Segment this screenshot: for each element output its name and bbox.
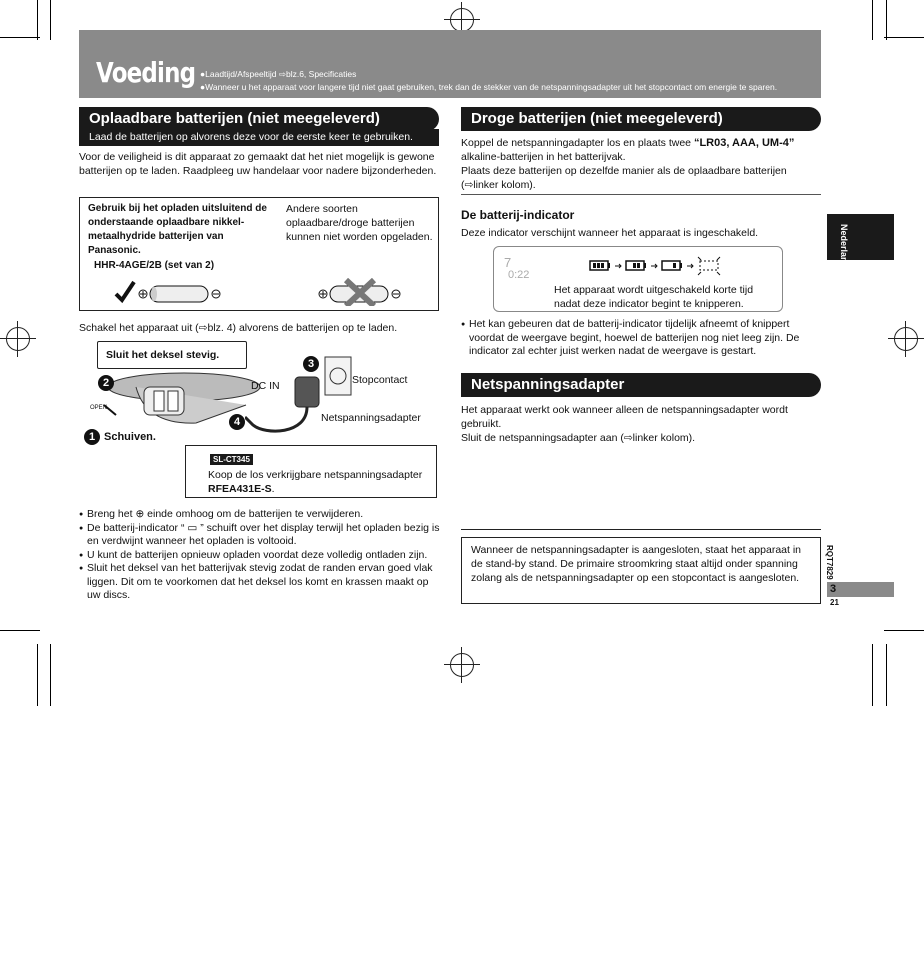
crop-mark	[872, 644, 873, 706]
page-title: Voeding	[96, 56, 196, 89]
bullet-item: ● Het kan gebeuren dat de batterij-indicator tijdelijk afneemt of knippert voordat de weergave begint, hoewel de batterijen nog niet leeg zijn. De indicator zal echter juist werken nadat de weergave is gestart.	[461, 318, 823, 359]
display-time: 0:22	[508, 269, 530, 281]
crop-mark	[872, 0, 873, 40]
section-heading-dry: Droge batterijen (niet meegeleverd)	[461, 107, 821, 131]
indicator-display-box	[493, 246, 783, 312]
registration-mark	[444, 647, 480, 683]
crop-mark	[884, 630, 924, 631]
divider	[461, 194, 821, 195]
adapter-text-b: Sluit de netspanningsadapter aan (⇨linker kolom).	[461, 432, 696, 444]
battery-info-box	[79, 197, 439, 311]
buy-text: Koop de los verkrijgbare netspanningsadapter	[208, 469, 423, 481]
step-3-marker: 3	[303, 356, 319, 372]
crop-mark	[50, 644, 51, 706]
buy-end: .	[271, 483, 275, 495]
document-code: RQT7829	[825, 545, 834, 580]
adapter-plug-diagram	[245, 355, 355, 445]
bullet-item: ● Breng het ⊕ einde omhoog om de batterijen te verwijderen.	[79, 508, 441, 522]
battery-not-allowed-icon	[316, 278, 406, 306]
indicator-bullets	[461, 318, 823, 359]
crop-mark	[886, 0, 887, 40]
bullet-item: ● U kunt de batterijen opnieuw opladen voordat deze volledig ontladen zijn.	[79, 549, 441, 563]
step-1-marker: 1	[84, 429, 100, 445]
section-heading-adapter: Netspanningsadapter	[461, 373, 821, 397]
header-notes: ●Laadtijd/Afspeeltijd ⇨blz.6, Specificaties ●Wanneer u het apparaat voor langere tijd niet gaat gebruiken, trek dan de stekker van de netspanningsadapter uit het stopcontact om energie te sparen.	[200, 69, 778, 92]
crop-mark	[0, 37, 40, 38]
crop-mark	[886, 644, 887, 706]
indicator-text: Deze indicator verschijnt wanneer het apparaat is ingeschakeld.	[461, 227, 759, 239]
bullet-item: ● De batterij-indicator “ ▭ ” schuift over het display terwijl het opladen bezig is en verdwijnt wanneer het opladen is voltooid.	[79, 522, 441, 549]
battery-level-sequence-icon	[588, 255, 728, 277]
header-note: Wanneer u het apparaat voor langere tijd niet gaat gebruiken, trek dan de stekker van de netspanningsadapter uit het stopcontact om energie te sparen.	[205, 82, 778, 92]
divider	[461, 529, 821, 530]
dry-text-a: Koppel de netspanningadapter los en plaats twee	[461, 137, 694, 149]
battery-ok-icon	[114, 278, 224, 306]
battery-model: HHR-4AGE/2B (set van 2)	[94, 260, 215, 271]
bullet-item: ● Sluit het deksel van het batterijvak stevig zodat de randen ervan goed vlak liggen. Dit om te voorkomen dat het deksel los komt en krassen maakt op uw discs.	[79, 562, 441, 603]
switch-off-text: Schakel het apparaat uit (⇨blz. 4) alvorens de batterijen op te laden.	[79, 322, 398, 334]
model-tag: SL-CT345	[210, 454, 253, 465]
language-label: Nederlands	[839, 224, 849, 274]
callout-text: Sluit het deksel stevig.	[106, 349, 220, 361]
dry-text-b: alkaline-batterijen in het batterijvak.	[461, 151, 626, 163]
open-label: OPEN	[90, 405, 108, 411]
left-bullets	[79, 508, 441, 603]
step-2-marker: 2	[98, 375, 114, 391]
intro-text: Voor de veiligheid is dit apparaat zo gemaakt dat het niet mogelijk is gewone batterijen op te laden. Raadpleeg uw handelaar voor nadere bijzonderheden.	[79, 151, 437, 177]
outlet-label: Stopcontact	[352, 374, 408, 386]
crop-mark	[884, 37, 924, 38]
registration-mark	[0, 321, 36, 357]
slide-label: Schuiven.	[104, 431, 156, 443]
adapter-text-a: Het apparaat werkt ook wanneer alleen de netspanningsadapter wordt gebruikt.	[461, 404, 788, 430]
crop-mark	[50, 0, 51, 40]
language-tab	[827, 214, 894, 274]
crop-mark	[37, 0, 38, 40]
crop-mark	[37, 644, 38, 706]
crop-mark	[0, 630, 40, 631]
section-page-number: 3	[830, 583, 837, 595]
page-tab	[827, 582, 894, 597]
page-number: 21	[830, 598, 839, 607]
adapter-model: RFEA431E-S	[208, 483, 272, 495]
battery-other-text: Andere soorten oplaadbare/droge batterijen kunnen niet worden opgeladen.	[286, 203, 433, 243]
adapter-purchase-box	[185, 445, 437, 498]
registration-mark	[888, 321, 924, 357]
display-track: 7	[504, 255, 512, 270]
indicator-heading: De batterij-indicator	[461, 208, 575, 222]
dry-battery-types: “LR03, AAA, UM-4”	[693, 137, 795, 149]
indicator-note: Het apparaat wordt uitgeschakeld korte tijd nadat deze indicator begint te knipperen.	[554, 284, 754, 310]
section-subheading: Laad de batterijen op alvorens deze voor de eerste keer te gebruiken.	[79, 129, 439, 146]
adapter-label: Netspanningsadapter	[321, 412, 421, 424]
section-heading-rechargeable: Oplaadbare batterijen (niet meegeleverd)	[79, 107, 439, 131]
dc-in-label: DC IN	[251, 380, 280, 392]
step-4-marker: 4	[229, 414, 245, 430]
standby-notice: Wanneer de netspanningsadapter is aangesloten, staat het apparaat in de stand-by stand. De primaire stroomkring staat altijd onder spanning zolang als de netspanningsadapter op een stopcontact is aangesloten.	[471, 544, 802, 584]
battery-info-text: Gebruik bij het opladen uitsluitend de onderstaande oplaadbare nikkel-metaalhydride batterijen van Panasonic.	[88, 203, 267, 256]
standby-notice-box	[461, 537, 821, 604]
dry-text-c: Plaats deze batterijen op dezelfde manier als de oplaadbare batterijen (⇨linker kolom).	[461, 165, 787, 191]
header-note: Laadtijd/Afspeeltijd ⇨blz.6, Specificaties	[205, 69, 357, 79]
